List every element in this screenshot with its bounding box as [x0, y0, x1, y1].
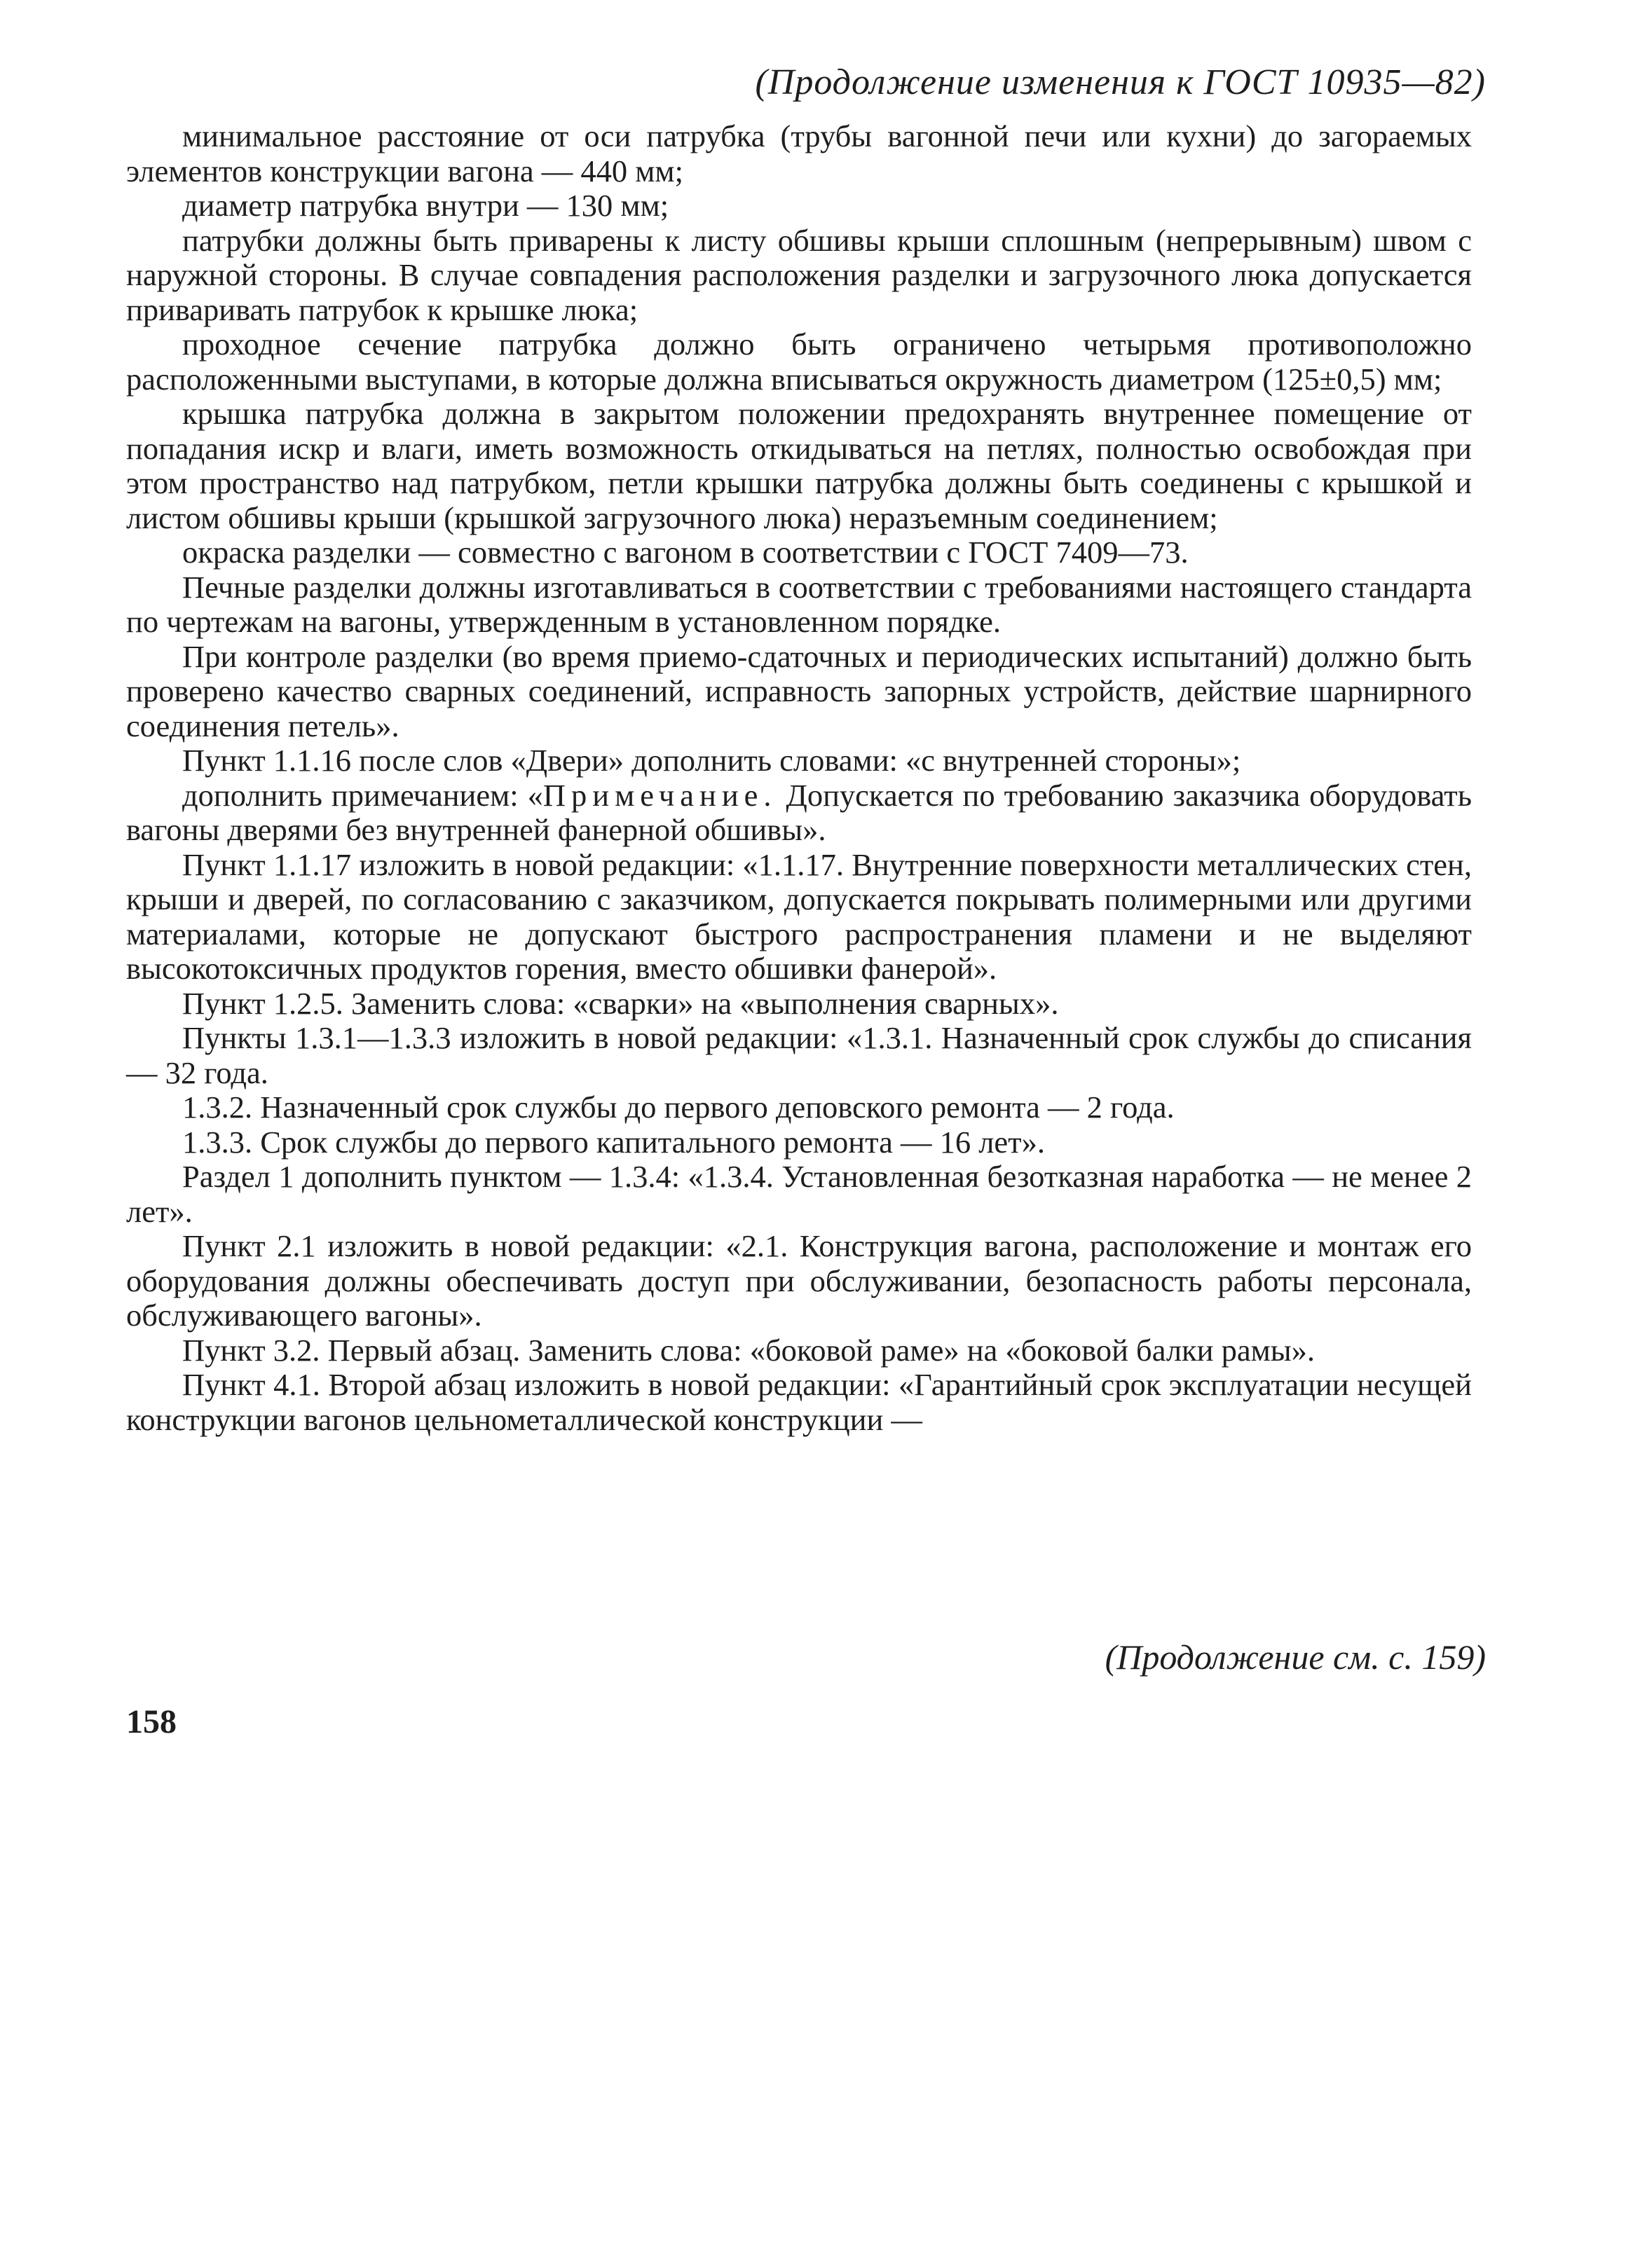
page-header: (Продолжение изменения к ГОСТ 10935—82): [755, 62, 1486, 102]
paragraph: Пункт 1.1.17 изложить в новой редакции: «1.1.17. Внутренние поверхности металлических стен, крыши и дверей, по согласованию с заказчиком, допускается покрывать полимерными или другими материалами, которые не допускают быстрого распространения пламени и не выделяют высокотоксичных продуктов горения, вместо обшивки фанерой».: [126, 846, 1472, 986]
paragraph: диаметр патрубка внутри — 130 мм;: [182, 188, 669, 223]
paragraph: крышка патрубка должна в закрытом положении предохранять внутреннее помещение от попадания искр и влаги, иметь возможность откидываться на петлях, полностью освобождая при этом пространство над патрубком, петли крышки патрубка должны быть соединены с крышкой и листом обшивы крыши (крышкой загрузочного люка) неразъемным соединением;: [126, 396, 1472, 535]
paragraph: Пункт 2.1 изложить в новой редакции: «2.1. Конструкция вагона, расположение и монтаж его оборудования должны обеспечивать доступ при обслуживании, безопасность работы персонала, обслуживающего вагоны».: [126, 1228, 1472, 1333]
body-text: [126, 119, 1472, 1437]
paragraph: минимальное расстояние от оси патрубка (трубы вагонной печи или кухни) до загораемых элементов конструкции вагона — 440 мм;: [126, 118, 1472, 188]
note-body: Допускается по требованию заказчика оборудовать вагоны дверями без внутренней фанерной обшивы».: [126, 777, 1472, 847]
paragraph: 1.3.3. Срок службы до первого капитального ремонта — 16 лет».: [182, 1124, 1046, 1160]
paragraph: патрубки должны быть приварены к листу обшивы крыши сплошным (непрерывным) швом с наружной стороны. В случае совпадения расположения разделки и загрузочного люка допускается приваривать патрубок к крышке люка;: [126, 222, 1472, 327]
paragraph: окраска разделки — совместно с вагоном в соответствии с ГОСТ 7409—73.: [182, 535, 1189, 570]
paragraph: Пункты 1.3.1—1.3.3 изложить в новой редакции: «1.3.1. Назначенный срок службы до списания — 32 года.: [126, 1020, 1472, 1090]
note-intro: дополнить примечанием: «: [182, 777, 543, 813]
page-number: 158: [126, 1703, 177, 1740]
paragraph: Пункт 1.1.16 после слов «Двери» дополнить словами: «с внутренней стороны»;: [182, 743, 1241, 778]
paragraph-note: [126, 778, 1472, 848]
note-label: Примечание.: [542, 777, 777, 813]
paragraph: Печные разделки должны изготавливаться в соответствии с требованиями настоящего стандарта по чертежам на вагоны, утвержденным в установленном порядке.: [126, 569, 1472, 639]
continuation-note: (Продолжение см. с. 159): [1105, 1637, 1486, 1677]
paragraph: Раздел 1 дополнить пунктом — 1.3.4: «1.3.4. Установленная безотказная наработка — не менее 2 лет».: [126, 1159, 1472, 1229]
paragraph: Пункт 4.1. Второй абзац изложить в новой редакции: «Гарантийный срок эксплуатации несущей конструкции вагонов цельнометаллической конструкции —: [126, 1367, 1472, 1437]
paragraph: 1.3.2. Назначенный срок службы до первого деповского ремонта — 2 года.: [182, 1090, 1175, 1125]
paragraph: При контроле разделки (во время приемо-сдаточных и периодических испытаний) должно быть проверено качество сварных соединений, исправность запорных устройств, действие шарнирного соединения петель».: [126, 638, 1472, 743]
paragraph: Пункт 3.2. Первый абзац. Заменить слова: «боковой раме» на «боковой балки рамы».: [182, 1332, 1316, 1368]
paragraph: Пункт 1.2.5. Заменить слова: «сварки» на «выполнения сварных».: [182, 985, 1059, 1021]
paragraph: проходное сечение патрубка должно быть ограничено четырьмя противоположно расположенными выступами, в которые должна вписываться окружность диаметром (125±0,5) мм;: [126, 327, 1472, 397]
